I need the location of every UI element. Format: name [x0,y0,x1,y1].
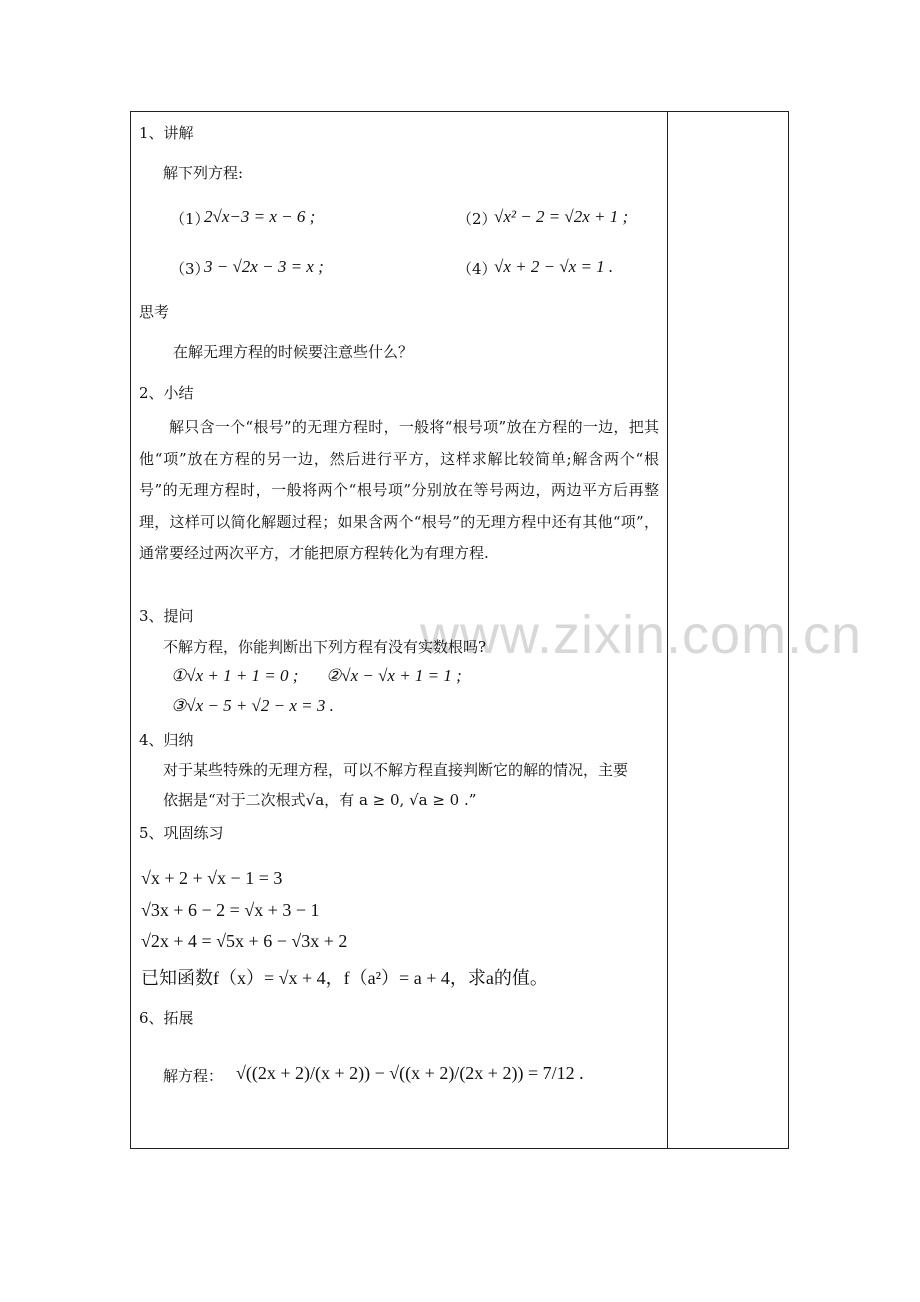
section-1-intro: 解下列方程: [163,164,244,182]
extension-equation: √((2x + 2)/(x + 2)) − √((x + 2)/(2x + 2)) = 7/12 . [236,1063,584,1083]
induction-line-2: 依据是“对于二次根式√a，有 a ≥ 0, √a ≥ 0 .” [163,791,477,809]
problem-3-equation: 3 − √2x − 3 = x ; [204,257,324,276]
section-3-question: 不解方程，你能判断出下列方程有没有实数根吗? [163,638,487,656]
think-heading: 思考 [139,303,170,321]
section-5-heading: 5、巩固练习 [139,824,224,842]
question-equation-1: ①√x + 1 + 1 = 0 ; [171,666,299,685]
problem-1-number: （1） [170,210,210,228]
problem-2-number: （2） [457,210,497,228]
extension-label: 解方程： [163,1067,224,1085]
section-2-heading: 2、小结 [139,384,194,402]
think-question: 在解无理方程的时候要注意些什么？ [173,343,414,361]
question-equation-2: ②√x − √x + 1 = 1 ; [326,666,462,685]
exercise-4: 已知函数f（x）= √x + 4，f（a²）= a + 4，求a的值。 [141,968,548,988]
section-6-heading: 6、拓展 [139,1009,194,1027]
problem-4-number: （4） [457,260,497,278]
induction-line-1: 对于某些特殊的无理方程，可以不解方程直接判断它的解的情况，主要 [163,761,629,779]
section-4-heading: 4、归纳 [139,731,194,749]
summary-paragraph: 解只含一个“根号”的无理方程时，一般将“根号项”放在方程的一边，把其他“项”放在方程的另一边，然后进行平方，这样求解比较简单;解含两个“根号”的无理方程时，一般将两个“根号项”分别放在等号两边，两边平方后再整理，这样可以简化解题过程；如果含两个“根号”的无理方程中还有其他“项”，通常要经过两次平方，才能把原方程转化为有理方程. [139,418,659,563]
exercise-1: √x + 2 + √x − 1 = 3 [141,868,283,888]
problem-4-equation: √x + 2 − √x = 1 . [494,257,614,276]
question-equation-3: ③√x − 5 + √2 − x = 3 . [171,696,334,715]
section-1-heading: 1、讲解 [139,124,194,142]
problem-2-equation: √x² − 2 = √2x + 1 ; [494,207,629,226]
exercise-3: √2x + 4 = √5x + 6 − √3x + 2 [141,931,348,951]
problem-3-number: （3） [170,260,210,278]
exercise-2: √3x + 6 − 2 = √x + 3 − 1 [141,900,320,920]
watermark: www.zixin.com.cn [420,605,863,665]
section-3-heading: 3、提问 [139,607,194,625]
problem-1-equation: 2√x−3 = x − 6 ; [204,207,316,226]
